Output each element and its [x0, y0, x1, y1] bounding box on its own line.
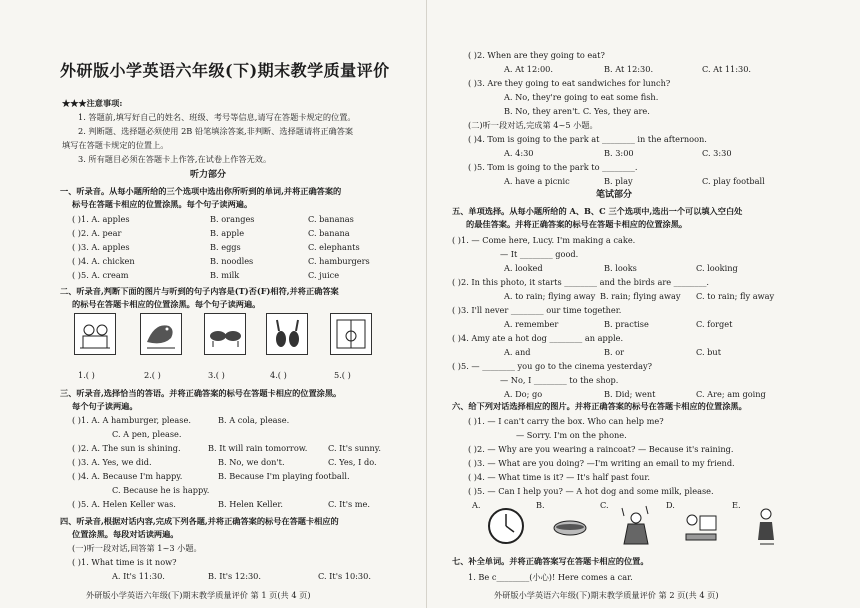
- notice-item: 1. 答题前,填写好自己的姓名、班级、考号等信息,请写在答题卡规定的位置。: [78, 112, 356, 122]
- question-item: ( )4. — What time is it? — It's half past four.: [468, 472, 650, 482]
- picture-e-phone: [748, 504, 788, 548]
- question-item: ( )4. A. Because I'm happy.: [72, 471, 183, 481]
- option: B. oranges: [210, 214, 255, 224]
- option: A. It's 11:30.: [112, 571, 165, 581]
- notice-item: 3. 所有题目必须在答题卡上作答,在试卷上作答无效。: [78, 154, 272, 164]
- option: C. to rain; fly away: [696, 291, 775, 301]
- option: B. No, we don't.: [218, 457, 285, 467]
- section5-heading: 五、单项选择。从每小题所给的 A、B、C 三个选项中,选出一个可以填入空白处: [452, 206, 743, 216]
- question-item: ( )5. — ________ you go to the cinema yesterday?: [452, 361, 653, 371]
- question-item: ( )4. A. chicken: [72, 256, 135, 266]
- option: — It ________ good.: [500, 249, 579, 259]
- option: C. It's sunny.: [328, 443, 381, 453]
- option: B. milk: [210, 270, 240, 280]
- question-item: ( )1. A. apples: [72, 214, 130, 224]
- option: B. rain; flying away: [600, 291, 681, 301]
- section3-heading: 每个句子读两遍。: [72, 401, 138, 411]
- option: C. looking: [696, 263, 738, 273]
- question-item: ( )4. Tom is going to the park at ________ in the afternoon.: [468, 134, 707, 144]
- option: B. or: [604, 347, 625, 357]
- question-item: ( )3. Are they going to eat sandwiches for lunch?: [468, 78, 671, 88]
- question-item: A. remember: [504, 319, 559, 329]
- question-item: ( )5. Tom is going to the park to ________.: [468, 162, 638, 172]
- option: C. A pen, please.: [112, 429, 182, 439]
- page-footer: 外研版小学英语六年级(下)期末教学质量评价 第 1 页(共 4 页): [86, 590, 311, 600]
- option: B. eggs: [210, 242, 241, 252]
- option: ( )3. I'll never ________ our time together.: [452, 305, 622, 315]
- picture-c-raincoat: [616, 504, 656, 548]
- option: C. Are; am going: [696, 389, 766, 399]
- option: C. Yes, I do.: [328, 457, 377, 467]
- question-item: ( )3. A. Yes, we did.: [72, 457, 152, 467]
- option: — No, I ________ to the shop.: [500, 375, 619, 385]
- answer-label: 4.( ): [270, 370, 287, 380]
- question-item: ( )1. A. A hamburger, please.: [72, 415, 191, 425]
- option: A. 4:30: [504, 148, 534, 158]
- picture-d-computer: [680, 506, 720, 546]
- option: B. A cola, please.: [218, 415, 290, 425]
- notice-heading: ★★★注意事项:: [62, 98, 123, 108]
- option: C. bananas: [308, 214, 354, 224]
- section4-heading: 四、听录音,根据对话内容,完成下列各题,并将正确答案的标号在答题卡相应的: [60, 516, 339, 526]
- question-item: ( )1. What time is it now?: [72, 557, 177, 567]
- option: B. Did; went: [604, 389, 656, 399]
- pic-label: E.: [732, 500, 741, 510]
- answer-label: 5.( ): [334, 370, 351, 380]
- answer-label: 2.( ): [144, 370, 161, 380]
- dialogue-line: — Sorry. I'm on the phone.: [516, 430, 627, 440]
- question-item: ( )5. A. cream: [72, 270, 129, 280]
- option: B. No, they aren't. C. Yes, they are.: [504, 106, 650, 116]
- picture-4-rabbits: [266, 313, 308, 355]
- section6-heading: 六、给下列对话选择相应的图片。并将正确答案的标号在答题卡相应的位置涂黑。: [452, 401, 747, 411]
- option: B. At 12:30.: [604, 64, 654, 74]
- section4-heading: 位置涂黑。每段对话读两遍。: [72, 529, 179, 539]
- subsection-heading: (二)听一段对话,完成第 4~5 小题。: [468, 120, 598, 130]
- question-item: ( )1. — Come here, Lucy. I'm making a cake.: [452, 235, 636, 245]
- picture-2-bird: [140, 313, 182, 355]
- pic-label: C.: [600, 500, 609, 510]
- option: B. practise: [604, 319, 649, 329]
- page-1: [0, 0, 420, 608]
- section3-heading: 三、听录音,选择恰当的答语。并将正确答案的标号在答题卡相应的位置涂黑。: [60, 388, 342, 398]
- question-item: 1. Be c________(小心)! Here comes a car.: [468, 572, 633, 582]
- option: C. 3:30: [702, 148, 732, 158]
- option: B. apple: [210, 228, 245, 238]
- question-item: ( )5. — Can I help you? — A hot dog and some milk, please.: [468, 486, 714, 496]
- option: B. play: [604, 176, 633, 186]
- page-fold: [426, 0, 427, 608]
- option: B. It's 12:30.: [208, 571, 261, 581]
- question-item: ( )2. — Why are you wearing a raincoat? — Because it's raining.: [468, 444, 734, 454]
- option: A. to rain; flying away: [504, 291, 596, 301]
- question-item: ( )2. In this photo, it starts ________ and the birds are ________.: [452, 277, 710, 287]
- picture-1-tea-set: [74, 313, 116, 355]
- option: A. Do; go: [504, 389, 543, 399]
- question-item: ( )2. A. pear: [72, 228, 122, 238]
- option: C. elephants: [308, 242, 360, 252]
- question-item: ( )3. A. apples: [72, 242, 130, 252]
- option: A. No, they're going to eat some fish.: [504, 92, 659, 102]
- listening-title: 听力部分: [190, 170, 227, 180]
- option: C. but: [696, 347, 721, 357]
- option: B. 3:00: [604, 148, 634, 158]
- answer-label: 1.( ): [78, 370, 95, 380]
- pic-label: A.: [472, 500, 481, 510]
- option: A. have a picnic: [504, 176, 570, 186]
- picture-b-hot-dog: [550, 512, 590, 542]
- option: C. hamburgers: [308, 256, 370, 266]
- written-title: 笔试部分: [596, 190, 633, 200]
- subsection-heading: (一)听一段对话,回答第 1~3 小题。: [72, 543, 202, 553]
- question-item: ( )3. — What are you doing? —I'm writing an email to my friend.: [468, 458, 735, 468]
- answer-label: 3.( ): [208, 370, 225, 380]
- notice-item: 填写在答题卡规定的位置上。: [62, 140, 169, 150]
- picture-3-cows: [204, 313, 246, 355]
- option: A. At 12:00.: [504, 64, 553, 74]
- question-item: ( )2. When are they going to eat?: [468, 50, 605, 60]
- option: B. looks: [604, 263, 637, 273]
- option: C. juice: [308, 270, 340, 280]
- question-item: ( )1. — I can't carry the box. Who can help me?: [468, 416, 664, 426]
- option: B. noodles: [210, 256, 254, 266]
- page-2: [432, 0, 852, 608]
- picture-5-window: [330, 313, 372, 355]
- option: C. It's 10:30.: [318, 571, 371, 581]
- option: A. looked: [504, 263, 543, 273]
- question-item: ( )5. A. Helen Keller was.: [72, 499, 176, 509]
- option: C. banana: [308, 228, 350, 238]
- exam-title: 外研版小学英语六年级(下)期末教学质量评价: [60, 61, 390, 80]
- option: B. It will rain tomorrow.: [208, 443, 308, 453]
- pic-label: B.: [536, 500, 545, 510]
- question-item: ( )2. A. The sun is shining.: [72, 443, 181, 453]
- option: B. Because I'm playing football.: [218, 471, 350, 481]
- option: C. forget: [696, 319, 733, 329]
- picture-a-clock: [486, 506, 526, 546]
- option: C. Because he is happy.: [112, 485, 210, 495]
- option: C. play football: [702, 176, 765, 186]
- option: ( )4. Amy ate a hot dog ________ an apple.: [452, 333, 624, 343]
- option: B. Helen Keller.: [218, 499, 283, 509]
- section1-heading: 标号在答题卡相应的位置涂黑。每个句子读两遍。: [72, 199, 253, 209]
- section2-heading: 的标号在答题卡相应的位置涂黑。每个句子读两遍。: [72, 299, 261, 309]
- option: A. and: [504, 347, 531, 357]
- pic-label: D.: [666, 500, 675, 510]
- section2-heading: 二、听录音,判断下面的图片与听到的句子内容是(T)否(F)相符,并将正确答案: [60, 286, 339, 296]
- page-footer: 外研版小学英语六年级(下)期末教学质量评价 第 2 页(共 4 页): [494, 590, 719, 600]
- section5-heading: 的最佳答案。并将正确答案的标号在答题卡相应的位置涂黑。: [466, 219, 688, 229]
- section1-heading: 一、听录音。从每小题所给的三个选项中选出你所听到的单词,并将正确答案的: [60, 186, 342, 196]
- section7-heading: 七、补全单词。并将正确答案写在答题卡相应的位置。: [452, 556, 649, 566]
- notice-item: 2. 判断题、选择题必须使用 2B 铅笔填涂答案,非判断、选择题请将正确答案: [78, 126, 354, 136]
- option: C. At 11:30.: [702, 64, 752, 74]
- option: C. It's me.: [328, 499, 370, 509]
